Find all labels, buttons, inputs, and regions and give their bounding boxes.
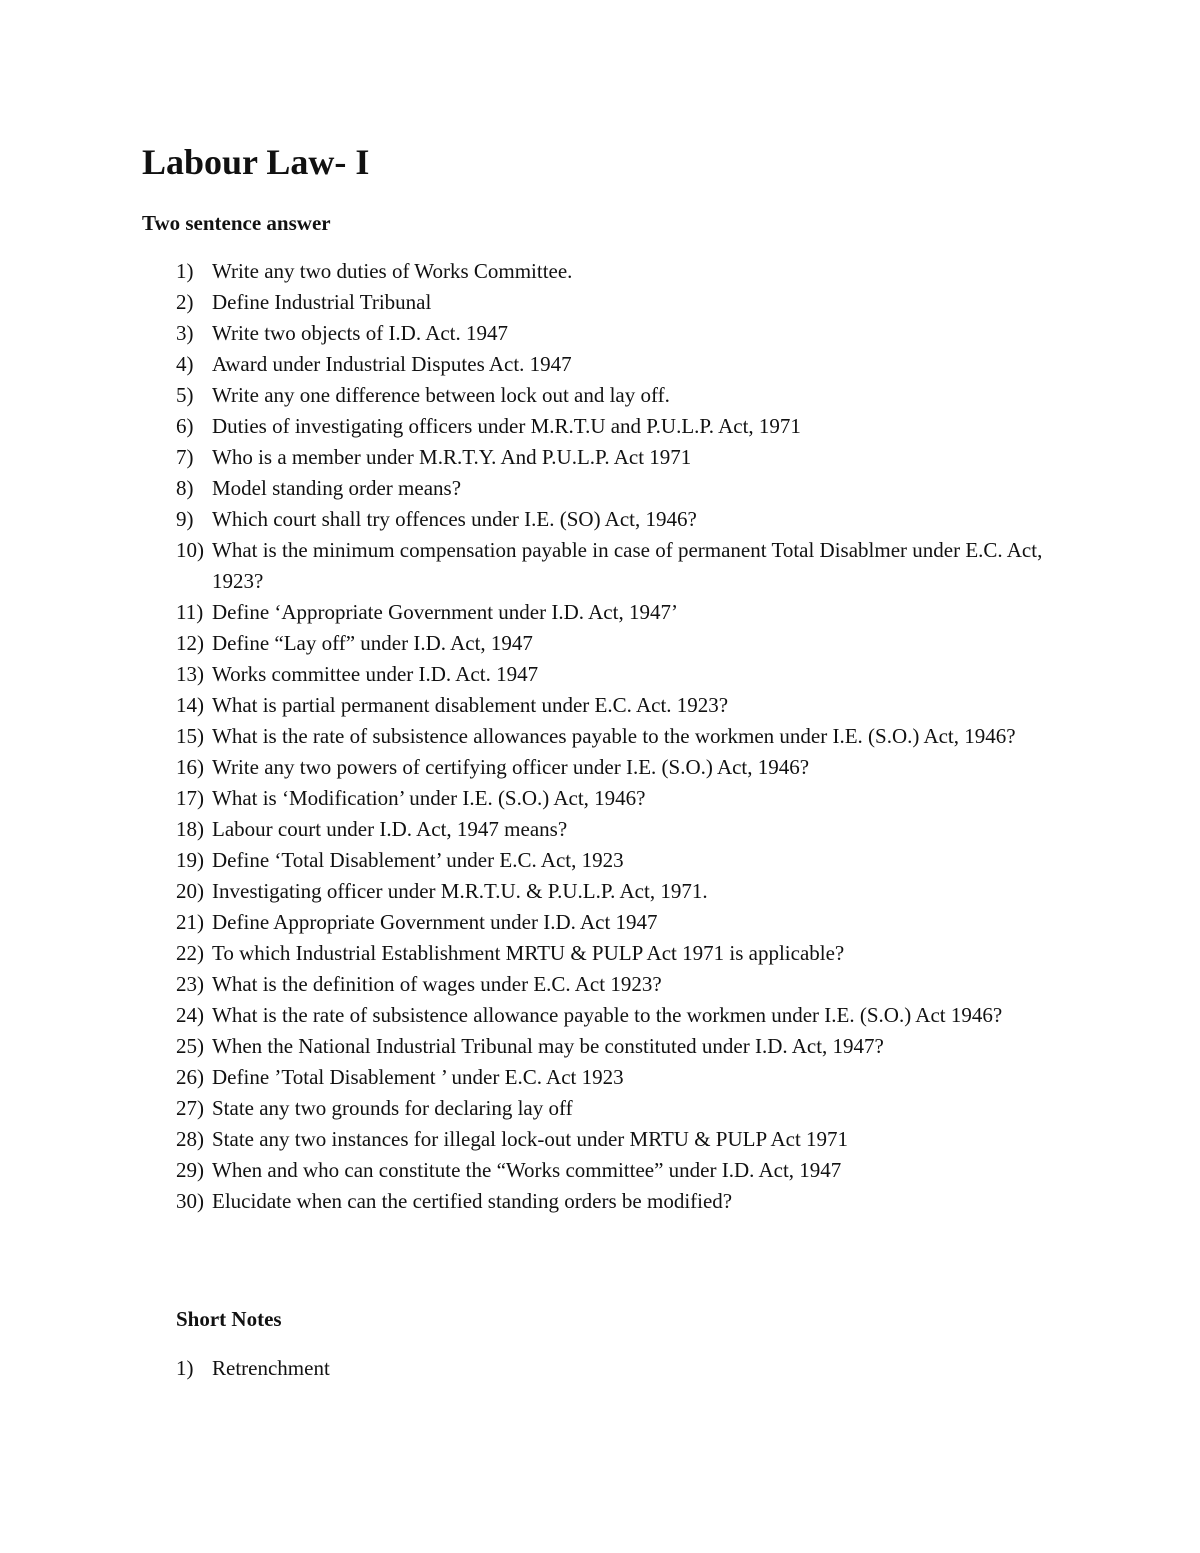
list-item [176, 752, 1056, 783]
list-item-number: 7) [176, 445, 194, 469]
list-item [176, 659, 1056, 690]
list-item-number: 28) [176, 1127, 204, 1151]
list-item-text: Who is a member under M.R.T.Y. And P.U.L.P. Act 1971 [212, 445, 692, 469]
list-item [176, 1186, 1056, 1217]
list-item [176, 783, 1056, 814]
list-item-text: To which Industrial Establishment MRTU & PULP Act 1971 is applicable? [212, 941, 845, 965]
list-item-text: Define ‘Total Disablement’ under E.C. Act, 1923 [212, 848, 624, 872]
list-item-text: What is ‘Modification’ under I.E. (S.O.) Act, 1946? [212, 786, 646, 810]
list-item-text: State any two instances for illegal lock-out under MRTU & PULP Act 1971 [212, 1127, 849, 1151]
list-item-text: When the National Industrial Tribunal may be constituted under I.D. Act, 1947? [212, 1034, 884, 1058]
list-item-number: 17) [176, 786, 204, 810]
section-heading-two-sentence-answer: Two sentence answer [142, 211, 331, 235]
list-item [176, 1062, 1056, 1093]
list-item [176, 814, 1056, 845]
list-item-number: 2) [176, 290, 194, 314]
list-item [176, 1155, 1056, 1186]
list-item [176, 349, 1056, 380]
list-item-number: 5) [176, 383, 194, 407]
list-item-number: 21) [176, 910, 204, 934]
list-item-number: 25) [176, 1034, 204, 1058]
list-item [176, 380, 1056, 411]
list-item [176, 1124, 1056, 1155]
list-item-number: 11) [176, 600, 204, 624]
list-item-text: Duties of investigating officers under M.R.T.U and P.U.L.P. Act, 1971 [212, 414, 801, 438]
list-item-text: Elucidate when can the certified standing orders be modified? [212, 1189, 733, 1213]
list-item-text: Which court shall try offences under I.E. (SO) Act, 1946? [212, 507, 697, 531]
list-item-text: What is partial permanent disablement under E.C. Act. 1923? [212, 693, 729, 717]
list-item-number: 6) [176, 414, 194, 438]
list-item-number: 29) [176, 1158, 204, 1182]
list-item [176, 597, 1056, 628]
list-item-number: 12) [176, 631, 204, 655]
list-item-text: Write two objects of I.D. Act. 1947 [212, 321, 509, 345]
list-item-number: 18) [176, 817, 204, 841]
list-item [176, 1093, 1056, 1124]
list-item [176, 721, 1056, 752]
question-list-short-notes [176, 1353, 1056, 1384]
list-item [176, 535, 1056, 597]
list-item-number: 3) [176, 321, 194, 345]
list-item-number: 19) [176, 848, 204, 872]
list-item-text: Define ‘Appropriate Government under I.D. Act, 1947’ [212, 600, 678, 624]
list-item-number: 20) [176, 879, 204, 903]
list-item-number: 8) [176, 476, 194, 500]
list-item-text: Define ’Total Disablement ’ under E.C. Act 1923 [212, 1065, 624, 1089]
list-item-text: When and who can constitute the “Works committee” under I.D. Act, 1947 [212, 1158, 842, 1182]
list-item [176, 504, 1056, 535]
list-item-text: Labour court under I.D. Act, 1947 means? [212, 817, 568, 841]
list-item-text: Define Appropriate Government under I.D. Act 1947 [212, 910, 658, 934]
list-item [176, 907, 1056, 938]
list-item [176, 411, 1056, 442]
list-item-number: 15) [176, 724, 204, 748]
list-item-text: Define Industrial Tribunal [212, 290, 432, 314]
list-item [176, 442, 1056, 473]
list-item-number: 30) [176, 1189, 204, 1213]
list-item-number: 22) [176, 941, 204, 965]
list-item-number: 26) [176, 1065, 204, 1089]
list-item-text: What is the minimum compensation payable in case of permanent Total Disablmer under E.C. Act, 1923? [212, 538, 1043, 593]
list-item-text: What is the rate of subsistence allowance payable to the workmen under I.E. (S.O.) Act 1946? [212, 1003, 1003, 1027]
list-item-number: 23) [176, 972, 204, 996]
list-item [176, 1000, 1056, 1031]
list-item-text: Write any two duties of Works Committee. [212, 259, 573, 283]
list-item [176, 628, 1056, 659]
document-title: Labour Law- I [142, 142, 370, 182]
list-item-number: 24) [176, 1003, 204, 1027]
list-item [176, 256, 1056, 287]
section-heading-short-notes: Short Notes [176, 1307, 282, 1331]
list-item [176, 318, 1056, 349]
list-item [176, 287, 1056, 318]
list-item [176, 969, 1056, 1000]
list-item-number: 13) [176, 662, 204, 686]
list-item-text: What is the definition of wages under E.C. Act 1923? [212, 972, 662, 996]
list-item-text: Write any one difference between lock out and lay off. [212, 383, 670, 407]
list-item-number: 1) [176, 1356, 194, 1380]
question-list-two-sentence-answer [176, 256, 1056, 1217]
list-item [176, 845, 1056, 876]
list-item-text: Works committee under I.D. Act. 1947 [212, 662, 539, 686]
list-item-text: Define “Lay off” under I.D. Act, 1947 [212, 631, 533, 655]
list-item [176, 1031, 1056, 1062]
list-item-number: 14) [176, 693, 204, 717]
list-item [176, 690, 1056, 721]
list-item-text: Write any two powers of certifying officer under I.E. (S.O.) Act, 1946? [212, 755, 810, 779]
list-item-number: 1) [176, 259, 194, 283]
list-item-text: Investigating officer under M.R.T.U. & P.U.L.P. Act, 1971. [212, 879, 708, 903]
list-item-number: 9) [176, 507, 194, 531]
list-item-number: 10) [176, 538, 204, 562]
list-item [176, 876, 1056, 907]
list-item-text: Award under Industrial Disputes Act. 1947 [212, 352, 572, 376]
list-item-text: What is the rate of subsistence allowances payable to the workmen under I.E. (S.O.) Act, 1946? [212, 724, 1016, 748]
list-item-number: 27) [176, 1096, 204, 1120]
list-item-number: 16) [176, 755, 204, 779]
list-item-number: 4) [176, 352, 194, 376]
list-item-text: State any two grounds for declaring lay off [212, 1096, 573, 1120]
list-item [176, 473, 1056, 504]
list-item-text: Model standing order means? [212, 476, 462, 500]
list-item-text: Retrenchment [212, 1356, 330, 1380]
list-item [176, 1353, 1056, 1384]
list-item [176, 938, 1056, 969]
